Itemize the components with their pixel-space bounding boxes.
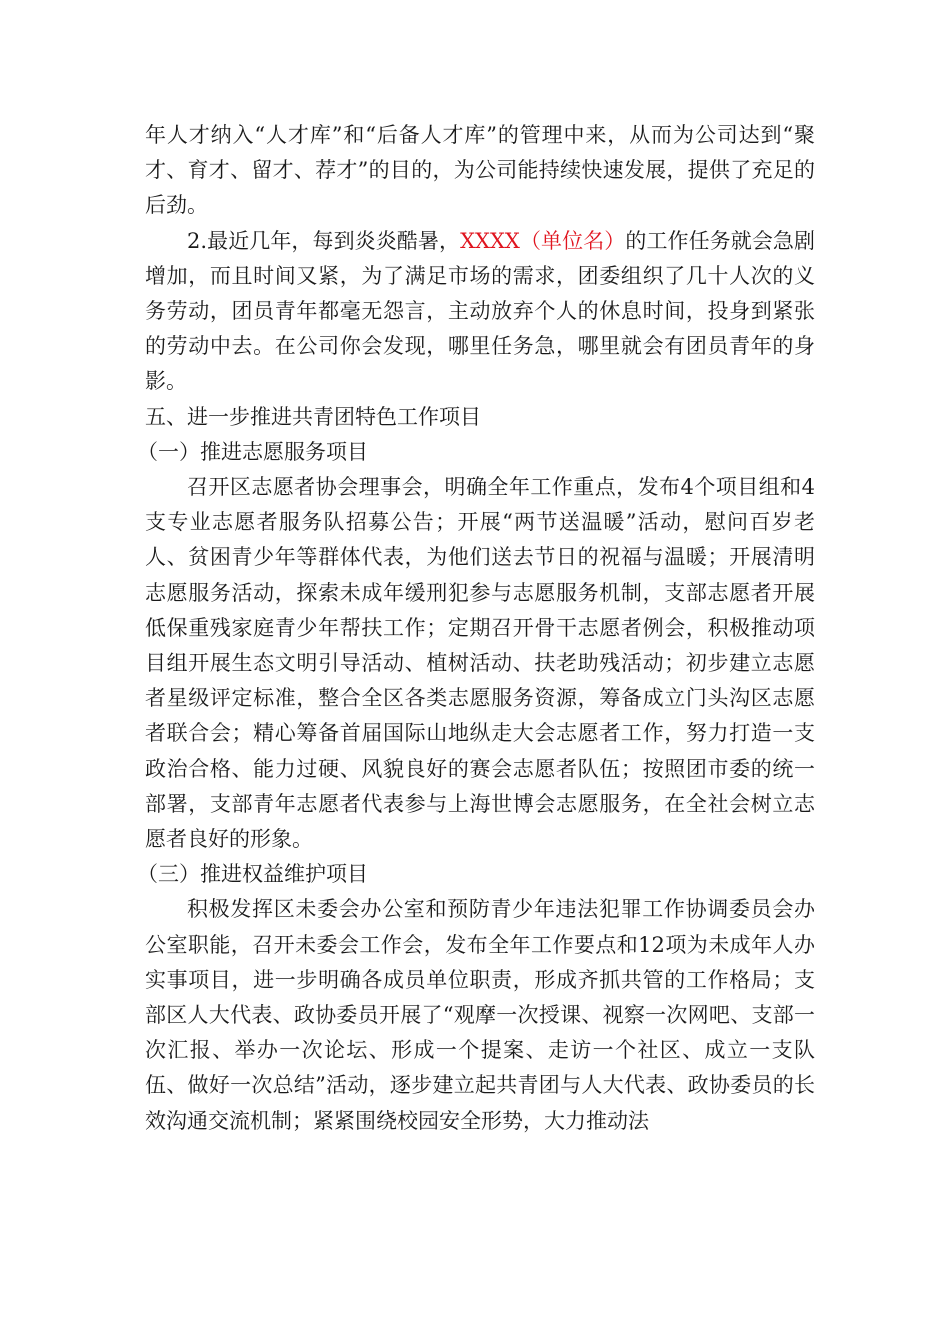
paragraph-item-2 — [145, 224, 815, 400]
subsection-heading-rights: （三）推进权益维护项目 — [137, 862, 368, 887]
paragraph-volunteer: 召开区志愿者协会理事会，明确全年工作重点，发布4个项目组和4支专业志愿者服务队招募公告；开展“两节送温暖”活动，慰问百岁老人、贫困青少年等群体代表，为他们送去节日的祝福与温暖；开展清明志愿服务活动，探索未成年缓刑犯参与志愿服务机制，支部志愿者开展低保重残家庭青少年帮扶工作；定期召开骨干志愿者例会，积极推动项目组开展生态文明引导活动、植树活动、扶老助残活动；初步建立志愿者星级评定标准，整合全区各类志愿服务资源，筹备成立门头沟区志愿者联合会；精心筹备首届国际山地纵走大会志愿者工作，努力打造一支政治合格、能力过硬、风貌良好的赛会志愿者队伍；按照团市委的统一部署，支部青年志愿者代表参与上海世博会志愿服务，在全社会树立志愿者良好的形象。 — [145, 475, 815, 852]
subsection-heading-volunteer: （一）推进志愿服务项目 — [137, 439, 368, 464]
paragraph-item-2-lead: 2.最近几年，每到炎炎酷暑， — [187, 228, 461, 253]
section-heading: 五、进一步推进共青团特色工作项目 — [145, 404, 481, 429]
document-body — [137, 118, 815, 1139]
unit-name-placeholder: XXXX（单位名） — [460, 228, 626, 253]
paragraph-continuation: 年人才纳入“人才库”和“后备人才库”的管理中来，从而为公司达到“聚才、育才、留才、荐才”的目的，为公司能持续快速发展，提供了充足的后劲。 — [145, 123, 815, 218]
paragraph-item-2-rest: 的工作任务就会急剧增加，而且时间又紧，为了满足市场的需求，团委组织了几十人次的义务劳动，团员青年都毫无怨言，主动放弃个人的休息时间，投身到紧张的劳动中去。在公司你会发现，哪里任务急，哪里就会有团员青年的身影。 — [145, 228, 815, 394]
paragraph-rights: 积极发挥区未委会办公室和预防青少年违法犯罪工作协调委员会办公室职能，召开未委会工作会，发布全年工作要点和12项为未成年人办实事项目，进一步明确各成员单位职责，形成齐抓共管的工作格局；支部区人大代表、政协委员开展了“观摩一次授课、视察一次网吧、支部一次汇报、举办一次论坛、形成一个提案、走访一个社区、成立一支队伍、做好一次总结”活动，逐步建立起共青团与人大代表、政协委员的长效沟通交流机制；紧紧围绕校园安全形势，大力推动法 — [145, 897, 815, 1133]
